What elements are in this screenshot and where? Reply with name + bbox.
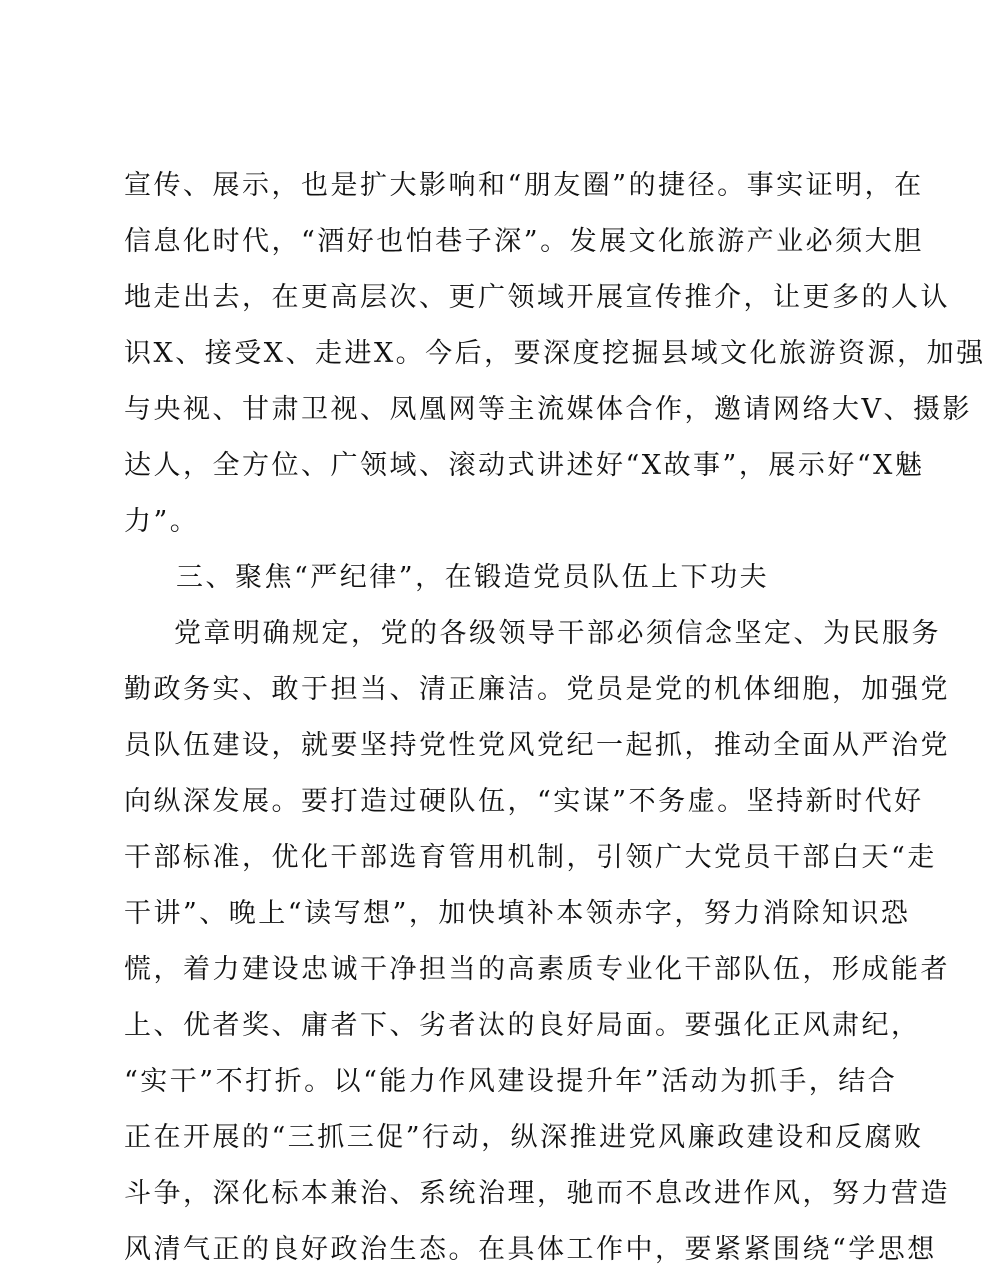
body-text-line: 干部标准，优化干部选育管用机制，引领广大党员干部白天“走 [124,842,937,873]
body-text-line: 勤政务实、敢于担当、清正廉洁。党员是党的机体细胞，加强党 [124,674,950,705]
body-text-line: 达人，全方位、广领域、滚动式讲述好“X故事”，展示好“X魅 [124,450,925,481]
body-text-line: 上、优者奖、庸者下、劣者汰的良好局面。要强化正风肃纪， [124,1010,921,1041]
body-text-line: 地走出去，在更高层次、更广领域开展宣传推介，让更多的人认 [124,282,950,313]
body-text-line: 信息化时代，“酒好也怕巷子深”。发展文化旅游产业必须大胆 [124,226,924,257]
body-text-line: 识X、接受X、走进X。今后，要深度挖掘县域文化旅游资源，加强 [124,338,986,369]
body-text-line: 干讲”、晚上“读写想”，加快填补本领赤字，努力消除知识恐 [124,898,911,929]
body-text-line: 风清气正的良好政治生态。在具体工作中，要紧紧围绕“学思想 [124,1234,937,1265]
body-text-line: 员队伍建设，就要坚持党性党风党纪一起抓，推动全面从严治党 [124,730,950,761]
body-text-line: 与央视、甘肃卫视、凤凰网等主流媒体合作，邀请网络大V、摄影 [124,394,972,425]
body-text-line: 斗争，深化标本兼治、系统治理，驰而不息改进作风，努力营造 [124,1178,950,1209]
body-text-line: “实干”不打折。以“能力作风建设提升年”活动为抓手，结合 [124,1066,898,1097]
body-text-line: 向纵深发展。要打造过硬队伍，“实谋”不务虚。坚持新时代好 [124,786,924,817]
body-text-line: 宣传、展示，也是扩大影响和“朋友圈”的捷径。事实证明，在 [124,170,924,201]
body-text-line: 正在开展的“三抓三促”行动，纵深推进党风廉政建设和反腐败 [124,1122,924,1153]
paragraph-first-line: 党章明确规定，党的各级领导干部必须信念坚定、为民服务 [174,618,941,649]
body-text-line: 慌，着力建设忠诚干净担当的高素质专业化干部队伍，形成能者 [124,954,950,985]
body-text-line: 力”。 [124,506,200,537]
section-heading: 三、聚焦“严纪律”，在锻造党员队伍上下功夫 [176,562,770,593]
